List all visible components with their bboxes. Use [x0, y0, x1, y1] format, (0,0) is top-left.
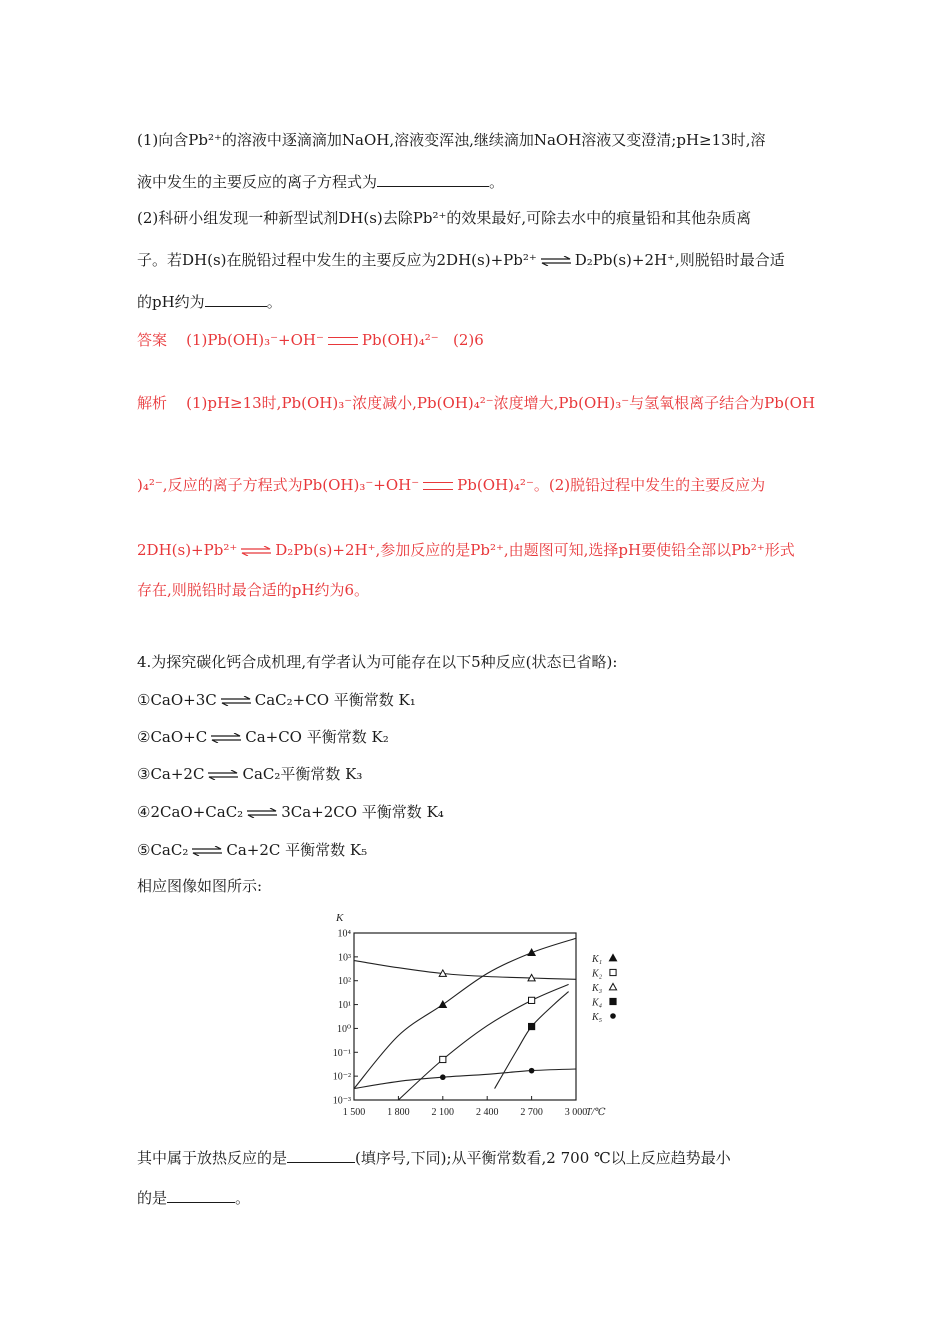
plot-frame: [354, 933, 576, 1100]
analysis-label: 解析: [137, 394, 168, 412]
analysis-line2: )₄²⁻,反应的离子方程式为Pb(OH)₃⁻+OH⁻ Pb(OH)₄²⁻。(2)脱铅过程中发生的主要反应为: [137, 476, 766, 494]
legend-label: K₂: [592, 968, 603, 980]
x-tick-label: 1 500: [342, 1107, 366, 1118]
equilibrium-constant-chart: [318, 906, 648, 1121]
y-tick-label: 10¹: [338, 1000, 351, 1012]
legend-label: K₄: [592, 997, 603, 1009]
equilibrium-arrow-icon: [241, 546, 271, 556]
x-axis-label: T/℃: [586, 1107, 606, 1118]
legend-label: K₃: [592, 983, 603, 994]
legend-marker-k5: [610, 1013, 616, 1019]
reaction-3: ③Ca+2C CaC₂平衡常数 K₃: [137, 765, 363, 783]
q3-part1-line1: (1)向含Pb²⁺的溶液中逐滴滴加NaOH,溶液变浑浊,继续滴加NaOH溶液又变澄清;pH≥13时,溶: [137, 131, 766, 149]
x-tick-label: 1 800: [387, 1107, 410, 1118]
x-tick-label: 2 400: [475, 1107, 499, 1118]
reaction-1: ①CaO+3C CaC₂+CO 平衡常数 K₁: [137, 691, 416, 709]
legend-label: K₅: [592, 1012, 603, 1023]
series-line-4: [495, 992, 569, 1089]
equilibrium-arrow-icon: [211, 733, 241, 743]
answer-blank[interactable]: [287, 1148, 355, 1163]
equilibrium-arrow-icon: [221, 696, 251, 706]
legend-label: K₁: [592, 954, 603, 965]
y-tick-label: 10⁴: [337, 928, 351, 940]
answer-blank[interactable]: [205, 292, 267, 307]
answer-label: 答案: [137, 331, 168, 349]
equals-sign-icon: [328, 337, 358, 345]
data-point-k4: [529, 1023, 535, 1029]
answer-blank[interactable]: [167, 1188, 235, 1203]
q4-question-line1: 其中属于放热反应的是 (填序号,下同);从平衡常数看,2 700 ℃以上反应趋势最小: [137, 1149, 731, 1167]
answer-blank[interactable]: [377, 172, 489, 187]
equilibrium-arrow-icon: [247, 808, 277, 818]
equilibrium-arrow-icon: [208, 770, 238, 780]
legend-marker-k3: [609, 983, 616, 989]
q3-part2-line2: 子。若DH(s)在脱铅过程中发生的主要反应为2DH(s)+Pb²⁺ D₂Pb(s)+2H⁺,则脱铅时最合适: [137, 251, 785, 269]
data-point-k5: [529, 1068, 535, 1074]
series-line-1: [354, 938, 576, 1088]
data-point-k2: [529, 997, 535, 1003]
data-point-k1: [439, 1001, 446, 1007]
data-point-k2: [440, 1056, 446, 1062]
q3-part2-line3: 的pH约为 。: [137, 293, 282, 311]
x-tick-label: 3 000: [564, 1107, 588, 1118]
answer-line: 答案 (1)Pb(OH)₃⁻+OH⁻ Pb(OH)₄²⁻ (2)6: [137, 331, 484, 349]
series-line-5: [354, 1069, 576, 1089]
reaction-4: ④2CaO+CaC₂ 3Ca+2CO 平衡常数 K₄: [137, 803, 444, 821]
q3-part2-line1: (2)科研小组发现一种新型试剂DH(s)去除Pb²⁺的效果最好,可除去水中的痕量铅和其他杂质离: [137, 209, 752, 227]
figure-caption: 相应图像如图所示:: [137, 877, 263, 895]
analysis-line4: 存在,则脱铅时最合适的pH约为6。: [137, 581, 369, 599]
q4-question-line2: 的是 。: [137, 1189, 251, 1207]
q4-intro: 4.为探究碳化钙合成机理,有学者认为可能存在以下5种反应(状态已省略):: [137, 653, 618, 671]
y-tick-label: 10⁰: [336, 1023, 351, 1035]
analysis-line3: 2DH(s)+Pb²⁺ D₂Pb(s)+2H⁺,参加反应的是Pb²⁺,由题图可知,选择pH要使铅全部以Pb²⁺形式: [137, 541, 795, 559]
y-tick-label: 10³: [338, 952, 351, 964]
y-tick-label: 10⁻³: [332, 1095, 351, 1107]
reaction-2: ②CaO+C Ca+CO 平衡常数 K₂: [137, 728, 389, 746]
legend-marker-k1: [609, 954, 616, 960]
data-point-k5: [440, 1074, 446, 1080]
q3-part1-line2: 液中发生的主要反应的离子方程式为 。: [137, 173, 505, 191]
reaction-5: ⑤CaC₂ Ca+2C 平衡常数 K₅: [137, 841, 368, 859]
x-tick-label: 2 100: [431, 1107, 455, 1118]
series-line-2: [398, 984, 568, 1100]
y-tick-label: 10⁻²: [332, 1071, 351, 1083]
y-axis-label: K: [336, 912, 344, 924]
analysis-line1: 解析 (1)pH≥13时,Pb(OH)₃⁻浓度减小,Pb(OH)₄²⁻浓度增大,Pb(OH)₃⁻与氢氧根离子结合为Pb(OH: [137, 394, 816, 412]
legend-marker-k2: [610, 969, 616, 975]
equilibrium-arrow-icon: [541, 256, 571, 266]
equals-sign-icon: [423, 482, 453, 490]
y-tick-label: 10²: [338, 976, 351, 988]
x-tick-label: 2 700: [520, 1107, 543, 1118]
equilibrium-arrow-icon: [192, 846, 222, 856]
y-tick-label: 10⁻¹: [332, 1047, 351, 1059]
series-line-3: [354, 961, 576, 980]
legend-marker-k4: [610, 998, 616, 1004]
